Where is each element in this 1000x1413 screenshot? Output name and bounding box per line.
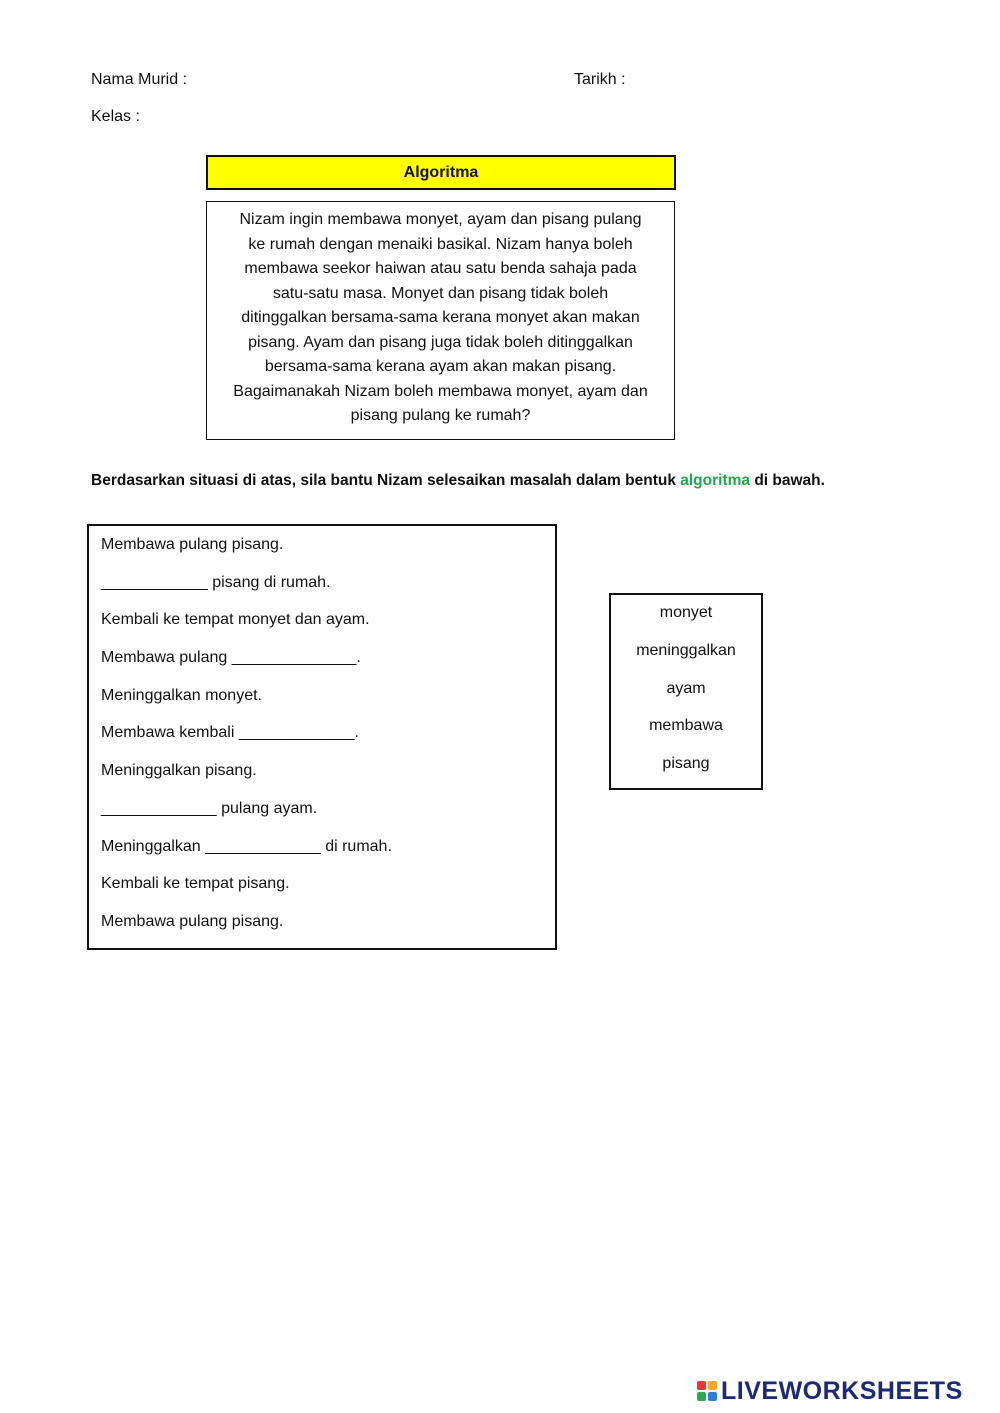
story-line: bersama-sama kerana ayam akan makan pisang.	[264, 358, 617, 375]
story-line: Bagaimanakah Nizam boleh membawa monyet, ayam dan	[233, 382, 648, 400]
algorithm-step-blank[interactable]: Membawa pulang ______________.	[101, 649, 361, 667]
logo-block	[697, 1381, 706, 1390]
logo-block	[708, 1392, 717, 1401]
story-line: Nizam ingin membawa monyet, ayam dan pisang pulang	[239, 211, 642, 228]
word-bank-item[interactable]: pisang	[662, 755, 710, 773]
word-bank-box	[609, 593, 763, 790]
word-bank-item[interactable]: monyet	[659, 604, 713, 621]
story-line: pisang pulang ke rumah?	[350, 407, 531, 424]
logo-blocks-icon	[697, 1381, 719, 1403]
word-bank-item[interactable]: ayam	[666, 679, 706, 697]
instruction-after: di bawah.	[750, 472, 825, 489]
story-box	[206, 201, 675, 440]
algorithm-step: Meninggalkan pisang.	[101, 762, 257, 780]
word-bank-item[interactable]: meninggalkan	[636, 641, 736, 659]
logo-block	[708, 1381, 717, 1390]
algorithm-steps-list	[101, 534, 392, 949]
story-line: ke rumah dengan menaiki basikal. Nizam hanya boleh	[248, 235, 633, 253]
liveworksheets-logo	[697, 1377, 963, 1406]
class-label: Kelas :	[91, 108, 140, 125]
date-label: Tarikh :	[574, 71, 626, 88]
page-title: Algoritma	[403, 163, 479, 181]
instruction-highlight: algoritma	[680, 472, 751, 489]
algorithm-step-blank[interactable]: ____________ pisang di rumah.	[101, 573, 331, 591]
story-line: satu-satu masa. Monyet dan pisang tidak boleh	[272, 284, 609, 302]
logo-block	[697, 1392, 706, 1401]
instruction-text	[91, 471, 825, 491]
algorithm-step: Kembali ke tempat monyet dan ayam.	[101, 611, 370, 629]
story-line: pisang. Ayam dan pisang juga tidak boleh ditinggalkan	[248, 333, 633, 351]
instruction-before: Berdasarkan situasi di atas, sila bantu Nizam selesaikan masalah dalam bentuk	[91, 472, 681, 489]
story-line: ditinggalkan bersama-sama kerana monyet akan makan	[241, 309, 640, 326]
algorithm-step: Kembali ke tempat pisang.	[101, 875, 290, 893]
algorithm-step-blank[interactable]: _____________ pulang ayam.	[101, 799, 318, 817]
story-line: membawa seekor haiwan atau satu benda sahaja pada	[244, 260, 637, 277]
algorithm-step: Meninggalkan monyet.	[101, 686, 262, 704]
student-name-label: Nama Murid :	[91, 71, 188, 88]
word-bank-item[interactable]: membawa	[649, 717, 723, 735]
algorithm-steps-box	[87, 524, 557, 950]
word-bank-list	[611, 602, 761, 791]
algorithm-step: Membawa pulang pisang.	[101, 912, 284, 930]
title-banner	[206, 155, 676, 190]
algorithm-step: Membawa pulang pisang.	[101, 536, 284, 553]
algorithm-step-blank[interactable]: Meninggalkan _____________ di rumah.	[101, 837, 392, 855]
logo-text: LIVEWORKSHEETS	[721, 1377, 963, 1405]
algorithm-step-blank[interactable]: Membawa kembali _____________.	[101, 724, 359, 742]
